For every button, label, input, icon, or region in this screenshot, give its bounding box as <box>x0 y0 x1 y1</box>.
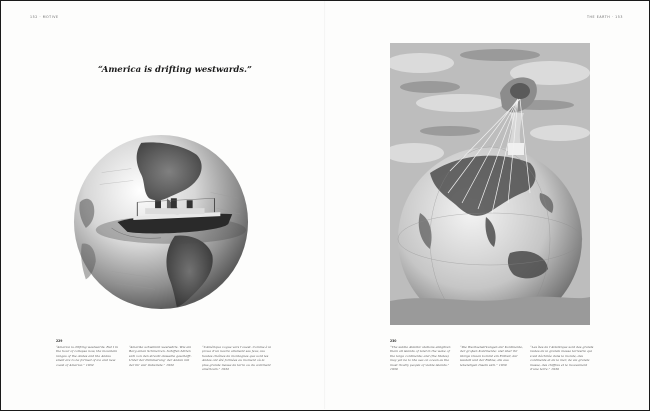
headline-quote: “America is drifting westwards.” <box>98 65 252 75</box>
caption-left-de: “Amerika schwimmt westwärts. Wie ein Berg einen Schmerzen. Schiffen hätten sich von den streckt dasselbe geschafft. Unter der Dämmerung’ der Anden mit der ihr vier Ostwinde.” 1932 <box>129 345 192 367</box>
folio-right: THE EARTH · 153 <box>586 15 623 19</box>
caption-left-fr: “L’Amérique vogue vers l’ouest. Comme à la proue d’un navire allumant ses feux, les hautes chaînes de montagnes que sont les Andes ont été formées au moment où la plus grande masse de terre ou du continent américain.” 1932 <box>202 345 272 372</box>
plate-number-right: 230 <box>390 339 397 343</box>
caption-right-de: “Die Wechselwirkungen der Kontinente, der großen Kontinente; und über ihr übrige Ozean kommt ein Erdteil, der Gestalt und der Bühne, die aus lebendigen Inseln sich.” 1930 <box>460 345 523 367</box>
folio-left: 152 · MOTIVE <box>30 15 59 19</box>
caption-left-en: “America is drifting westwards. But I in the hour of collapse now, the mountain ranges of the Andes and the Andes small are to be formed of ice and new coast of America.” 1932 <box>56 345 119 367</box>
globe-illustration <box>72 133 250 311</box>
earth-puppeteer-illustration <box>390 43 590 325</box>
caption-right-en: “The subtle Atlantic stations enlighten them all islands of land in the wake of the large continents; and (the States) may yet be to the sea on ocean as the most rivalry people of viable islands.” 1930 <box>390 345 451 372</box>
caption-right-fr: “Les îles de l’Atlantique sont des grands restes de la grande masse terrestre qui s’est déchirée dans le monde, des continents et de la mer, de vie grande masse, des chiffres et le mouvement d’une terre.” 1930 <box>530 345 594 372</box>
gutter <box>324 1 326 409</box>
plate-number-left: 229 <box>56 339 63 343</box>
